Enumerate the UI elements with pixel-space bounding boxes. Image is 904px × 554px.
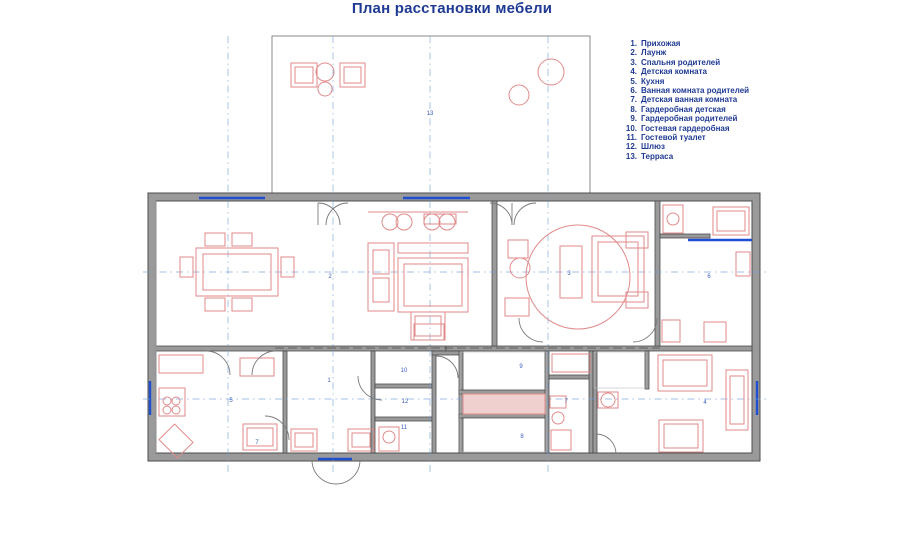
- legend-item-label: Гардеробная детская: [641, 104, 726, 114]
- legend-item-number: 13.: [625, 151, 637, 161]
- legend-item-label: Детская комната: [641, 67, 707, 77]
- room-number: 10: [400, 368, 408, 374]
- legend-item-label: Гардеробная родителей: [641, 114, 738, 124]
- room-number: 5: [229, 398, 233, 404]
- children-room-furniture: [598, 355, 748, 452]
- legend-item-number: 9.: [630, 114, 637, 124]
- legend-item-number: 7.: [630, 95, 637, 105]
- legend-item-label: Спальня родителей: [641, 57, 721, 67]
- hall-furniture: [291, 427, 399, 451]
- room-number: 3: [567, 271, 571, 277]
- legend-item-number: 11.: [626, 133, 637, 143]
- legend-item-label: Ванная комната родителей: [641, 86, 750, 96]
- room-number: 4: [703, 400, 707, 406]
- room-number: 6: [707, 274, 711, 280]
- legend-item-label: Кухня: [641, 76, 665, 86]
- bedroom-furniture: [505, 225, 648, 329]
- legend-item-label: Шлюз: [641, 142, 665, 152]
- room-number: 7: [255, 440, 259, 446]
- room-number: 9: [519, 364, 523, 370]
- interior-walls: [156, 201, 752, 453]
- room-number: 2: [328, 274, 332, 280]
- legend-item-label: Гостевой туалет: [641, 133, 706, 143]
- room-number: 13: [426, 111, 434, 117]
- legend-item-label: Прихожая: [641, 39, 681, 48]
- legend-item-number: 5.: [630, 76, 637, 86]
- kitchen-furniture: [159, 355, 277, 458]
- terrace-furniture: [291, 59, 564, 105]
- legend-item-label: Лаунж: [641, 48, 667, 58]
- room-number: 8: [520, 434, 524, 440]
- room-number: 7: [564, 399, 568, 405]
- legend-item-number: 3.: [630, 57, 637, 67]
- legend-item-label: Гостевая гардеробная: [641, 123, 730, 133]
- legend-item-number: 1.: [630, 39, 637, 48]
- legend-item-label: Детская ванная комната: [641, 95, 738, 105]
- room-number: 12: [401, 399, 409, 405]
- legend-item-number: 10.: [625, 123, 637, 133]
- axis-lines: [143, 36, 770, 476]
- lounge-furniture: [180, 212, 468, 340]
- legend-item-label: Терраса: [641, 151, 674, 161]
- legend-item-number: 8.: [630, 104, 637, 114]
- legend-item-number: 4.: [630, 67, 637, 77]
- room-number: 11: [400, 425, 408, 431]
- plan-detail-lines: [156, 201, 646, 453]
- wardrobe-bath-furniture: [463, 354, 590, 450]
- legend-item-number: 6.: [630, 86, 637, 96]
- page-title: План расстановки мебели: [351, 0, 553, 17]
- room-number: 1: [327, 378, 331, 384]
- parents-bathroom-furniture: [662, 205, 750, 342]
- legend-item-number: 12.: [625, 142, 637, 152]
- legend-item-number: 2.: [630, 48, 637, 58]
